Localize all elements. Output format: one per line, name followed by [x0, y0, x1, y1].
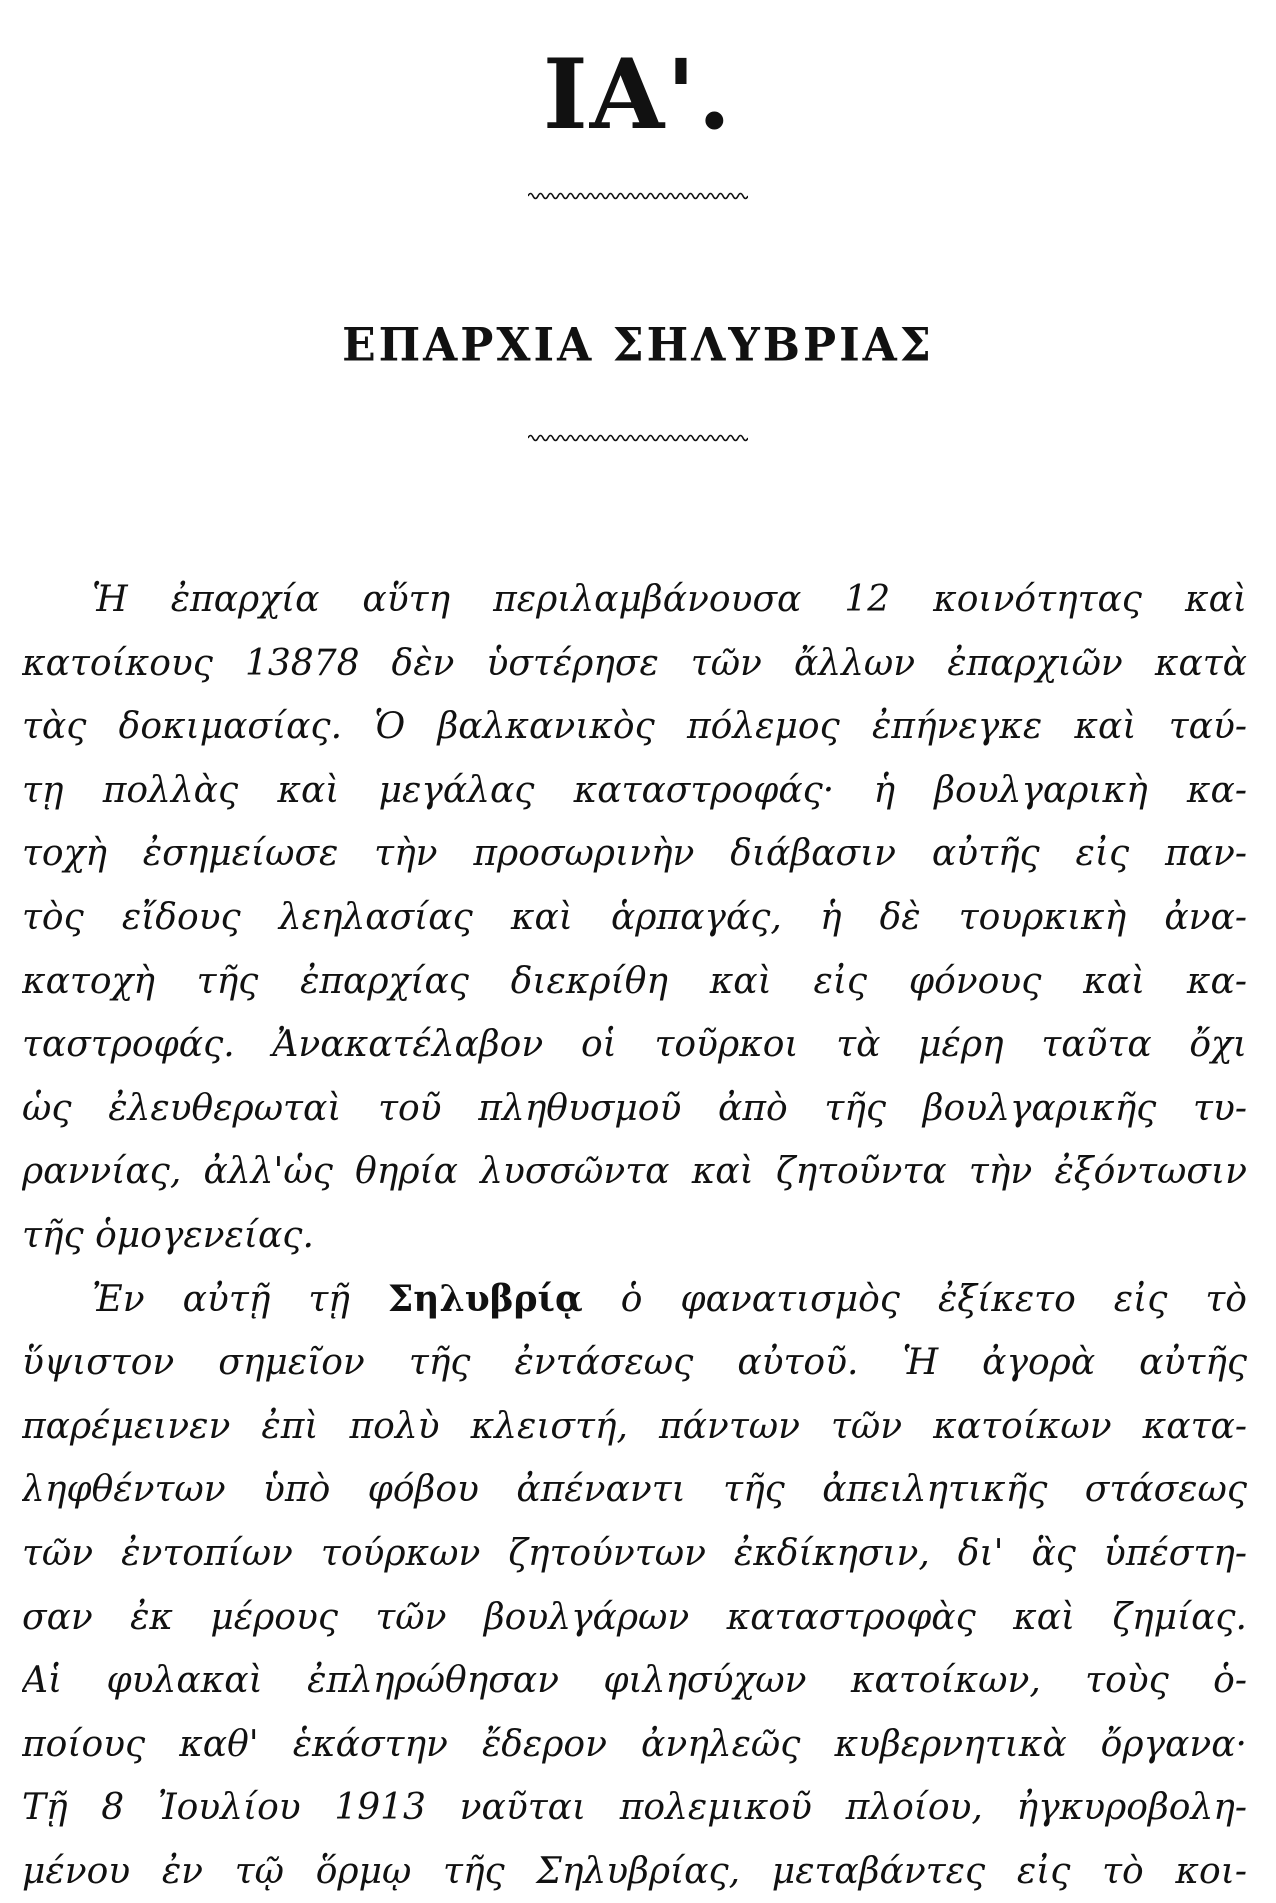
body-text	[22, 568, 1247, 1903]
text-line: σαν ἐκ μέρους τῶν βουλγάρων καταστροφὰς καὶ ζημίας.	[22, 1596, 1247, 1638]
text-line: τὰς δοκιμασίας. Ὁ βαλκανικὸς πόλεμος ἐπήνεγκε καὶ ταύ-	[22, 706, 1247, 748]
text-line: ληφθέντων ὑπὸ φόβου ἀπέναντι τῆς ἀπειλητικῆς στάσεως	[22, 1469, 1247, 1511]
text-line: ποίους καθ' ἑκάστην ἔδερον ἀνηλεῶς κυβερνητικὰ ὄργανα·	[22, 1723, 1247, 1765]
text-line: παρέμεινεν ἐπὶ πολὺ κλειστή, πάντων τῶν κατοίκων κατα-	[22, 1405, 1247, 1447]
text-line: ὕψιστον σημεῖον τῆς ἐντάσεως αὐτοῦ. Ἡ ἀγορὰ αὐτῆς	[22, 1342, 1247, 1384]
text-line: ταστροφάς. Ἀνακατέλαβον οἱ τοῦρκοι τὰ μέρη ταῦτα ὄχι	[22, 1024, 1247, 1066]
text-line: ραννίας, ἀλλ'ὡς θηρία λυσσῶντα καὶ ζητοῦντα τὴν ἐξόντωσιν	[22, 1151, 1247, 1193]
text-line: τῆς ὁμογενείας.	[22, 1214, 314, 1256]
text-line: ὡς ἐλευθερωταὶ τοῦ πληθυσμοῦ ἀπὸ τῆς βουλγαρικῆς τυ-	[22, 1087, 1247, 1129]
text-line: Αἱ φυλακαὶ ἐπληρώθησαν φιλησύχων κατοίκων, τοὺς ὁ-	[22, 1660, 1247, 1702]
chapter-number: ΙΑ'.	[542, 38, 734, 151]
decorative-wavy-rule-top	[0, 188, 1276, 204]
text-line: κατοχὴ τῆς ἐπαρχίας διεκρίθη καὶ εἰς φόνους καὶ κα-	[22, 960, 1247, 1002]
text-line: τῶν ἐντοπίων τούρκων ζητούντων ἐκδίκησιν, δι' ἃς ὑπέστη-	[22, 1532, 1247, 1574]
text-run: Ἐν αὐτῇ τῇ	[92, 1278, 350, 1320]
text-line: Τῇ 8 Ἰουλίου 1913 ναῦται πολεμικοῦ πλοίου, ἠγκυροβολη-	[22, 1787, 1247, 1829]
text-line: Ἡ ἐπαρχία αὕτη περιλαμβάνουσα 12 κοινότητας καὶ	[92, 579, 1247, 620]
text-line: κατοίκους 13878 δὲν ὑστέρησε τῶν ἄλλων ἐπαρχιῶν κατὰ	[22, 642, 1247, 684]
text-line: τὸς εἴδους λεηλασίας καὶ ἁρπαγάς, ἡ δὲ τουρκικὴ ἀνα-	[22, 896, 1247, 938]
text-run: ὁ φανατισμὸς ἐξίκετο εἰς τὸ	[620, 1278, 1247, 1320]
section-title: ΕΠΑΡΧΙΑ ΣΗΛΥΒΡΙΑΣ	[342, 318, 934, 373]
text-line: τῃ πολλὰς καὶ μεγάλας καταστροφάς· ἡ βουλγαρικὴ κα-	[22, 769, 1247, 811]
decorative-wavy-rule-bottom	[0, 430, 1276, 446]
text-line: μένου ἐν τῷ ὅρμῳ τῆς Σηλυβρίας, μεταβάντες εἰς τὸ κοι-	[22, 1850, 1247, 1892]
text-line: τοχὴ ἐσημείωσε τὴν προσωρινὴν διάβασιν αὐτῆς εἰς παν-	[22, 833, 1247, 875]
text-line-with-place-name	[22, 1268, 1247, 1332]
place-name-selymbria: Σηλυβρίᾳ	[387, 1277, 583, 1320]
